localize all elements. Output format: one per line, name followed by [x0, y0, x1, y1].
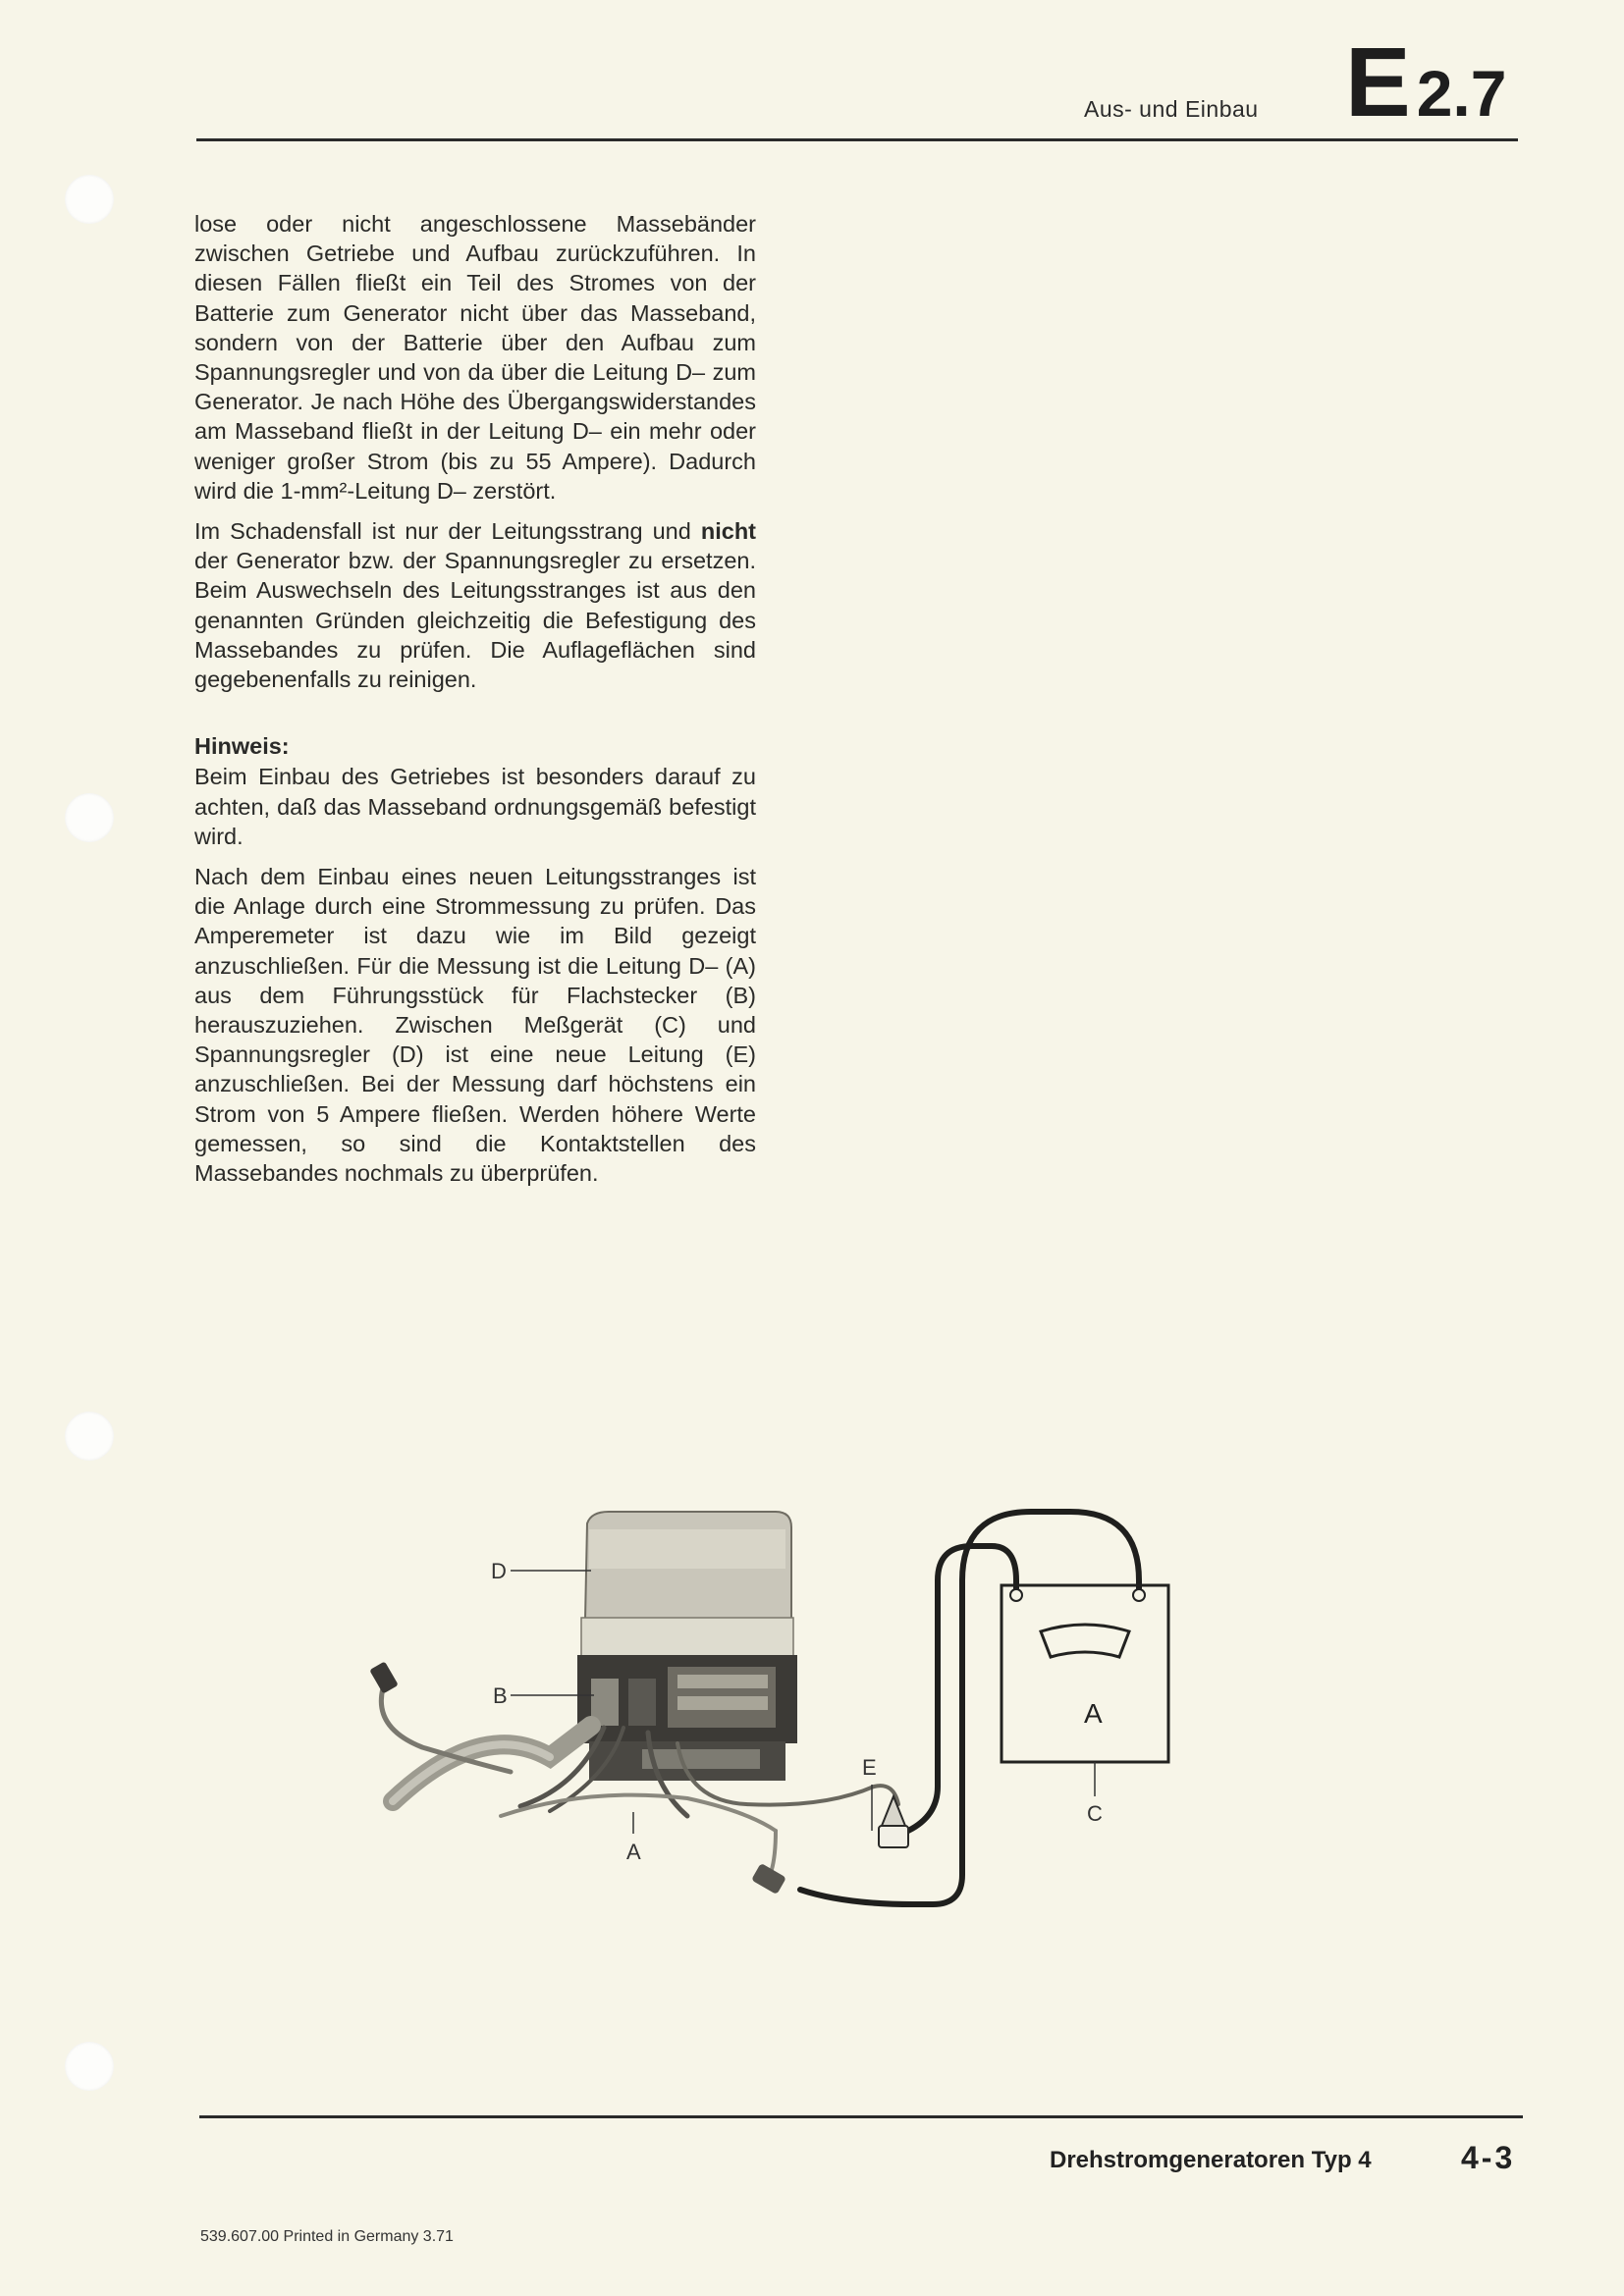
header-rule	[196, 138, 1518, 141]
section-letter: E	[1345, 27, 1411, 137]
label-e: E	[862, 1755, 877, 1780]
paragraph-4: Nach dem Einbau eines neuen Leitungsstranges ist die Anlage durch eine Strommessung zu prüfen. Das Amperemeter ist dazu wie im Bild gezeigt anzuschließen. Für die Messung ist die Leitung D– (A) aus dem Führungsstück für Flachstecker (B) herauszuziehen. Zwischen Meßgerät (C) und Spannungsregler (D) ist eine neue Leitung (E) anzuschließen. Bei der Messung darf höchstens ein Strom von 5 Ampere fließen. Werden höhere Werte gemessen, so sind die Kontaktstellen des Massebandes nochmals zu überprüfen.	[194, 864, 756, 1187]
measurement-figure	[363, 1492, 1198, 2002]
hinweis-text: Beim Einbau des Getriebes ist besonders darauf zu achten, daß das Masseband ordnungsgemäß befestigt wird.	[194, 764, 756, 849]
section-code	[1345, 27, 1507, 137]
voltage-regulator	[577, 1512, 797, 1781]
print-info: 539.607.00 Printed in Germany 3.71	[200, 2228, 454, 2245]
footer-title: Drehstromgeneratoren Typ 4	[1050, 2147, 1372, 2173]
label-d: D	[491, 1559, 507, 1583]
ammeter	[1001, 1585, 1168, 1762]
meter-symbol: A	[1084, 1698, 1103, 1729]
paragraph-2-end: der Generator bzw. der Spannungsregler zu ersetzen. Beim Auswechseln des Leitungsstranges ist aus den genannten Gründen gleichzeitig die Befestigung des Massebandes zu prüfen. Die Auflageflächen sind gegebenenfalls zu reinigen.	[194, 548, 756, 693]
label-c: C	[1087, 1801, 1103, 1826]
label-a: A	[626, 1840, 641, 1864]
paragraph-2-start: Im Schadensfall ist nur der Leitungsstrang und	[194, 518, 691, 545]
paragraph-2-bold: nicht	[700, 518, 756, 545]
page-number: 4-3	[1461, 2140, 1516, 2175]
hinweis-title: Hinweis:	[194, 733, 290, 760]
section-number: 2.7	[1416, 57, 1507, 130]
punch-hole-1	[65, 175, 114, 224]
punch-hole-2	[65, 793, 114, 842]
footer-rule	[199, 2115, 1523, 2118]
body-text	[194, 209, 756, 1199]
paragraph-2	[194, 516, 756, 694]
punch-hole-3	[65, 1412, 114, 1461]
section-title: Aus- und Einbau	[1084, 96, 1259, 122]
punch-hole-4	[65, 2042, 114, 2091]
label-b: B	[493, 1683, 508, 1708]
paragraph-1: lose oder nicht angeschlossene Massebänder zwischen Getriebe und Aufbau zurückzuführen. In diesen Fällen fließt ein Teil des Stromes von der Batterie zum Generator nicht über das Masseband, sondern von der Batterie über den Aufbau zum Spannungsregler und von da über die Leitung D– zum Generator. Je nach Höhe des Übergangswiderstandes am Masseband fließt in der Leitung D– ein mehr oder weniger großer Strom (bis zu 55 Ampere). Dadurch wird die 1-mm²-Leitung D– zerstört.	[194, 211, 756, 504]
